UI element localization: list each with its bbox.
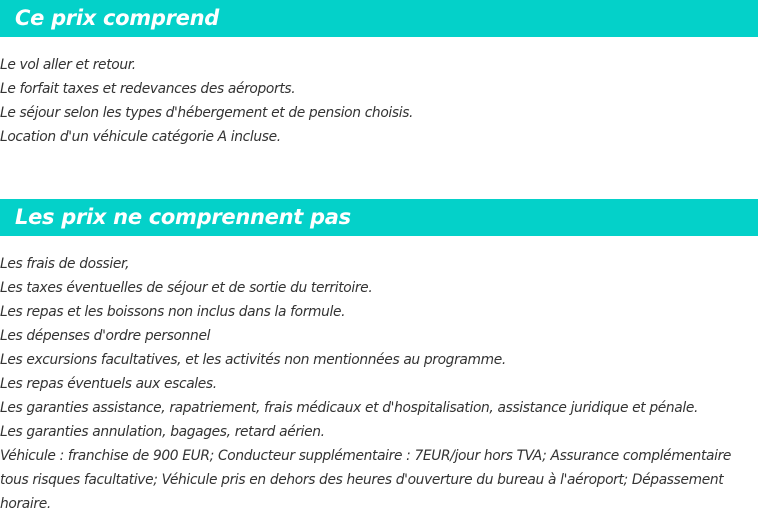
excluded-section — [0, 199, 758, 516]
excluded-item: Les taxes éventuelles de séjour et de sortie du territoire. — [0, 280, 373, 296]
excluded-item: Les frais de dossier, — [0, 256, 130, 272]
included-header — [0, 0, 758, 37]
excluded-header — [0, 199, 758, 236]
excluded-list — [0, 252, 746, 516]
excluded-item: Les excursions facultatives, et les activités non mentionnées au programme. — [0, 352, 506, 368]
excluded-title: Les prix ne comprennent pas — [15, 205, 351, 229]
excluded-item: Les repas et les boissons non inclus dans la formule. — [0, 304, 346, 320]
included-title: Ce prix comprend — [15, 6, 219, 30]
excluded-item: Les repas éventuels aux escales. — [0, 376, 217, 392]
excluded-item: Les garanties assistance, rapatriement, frais médicaux et d'hospitalisation, assistance juridique et pénale. — [0, 400, 699, 416]
excluded-item: Les dépenses d'ordre personnel — [0, 328, 211, 344]
included-item: Le vol aller et retour. — [0, 57, 136, 73]
included-item: Location d'un véhicule catégorie A incluse. — [0, 129, 281, 145]
included-item: Le séjour selon les types d'hébergement et de pension choisis. — [0, 105, 414, 121]
included-section — [0, 0, 758, 149]
excluded-item: Véhicule : franchise de 900 EUR; Conducteur supplémentaire : 7EUR/jour hors TVA; Assurance complémentaire tous risques facultative; Véhicule pris en dehors des heures d'ouverture du bureau à l'aéroport; Dépassement horaire. — [0, 448, 732, 512]
included-list — [0, 53, 758, 149]
included-item: Le forfait taxes et redevances des aéroports. — [0, 81, 296, 97]
excluded-item: Les garanties annulation, bagages, retard aérien. — [0, 424, 325, 440]
